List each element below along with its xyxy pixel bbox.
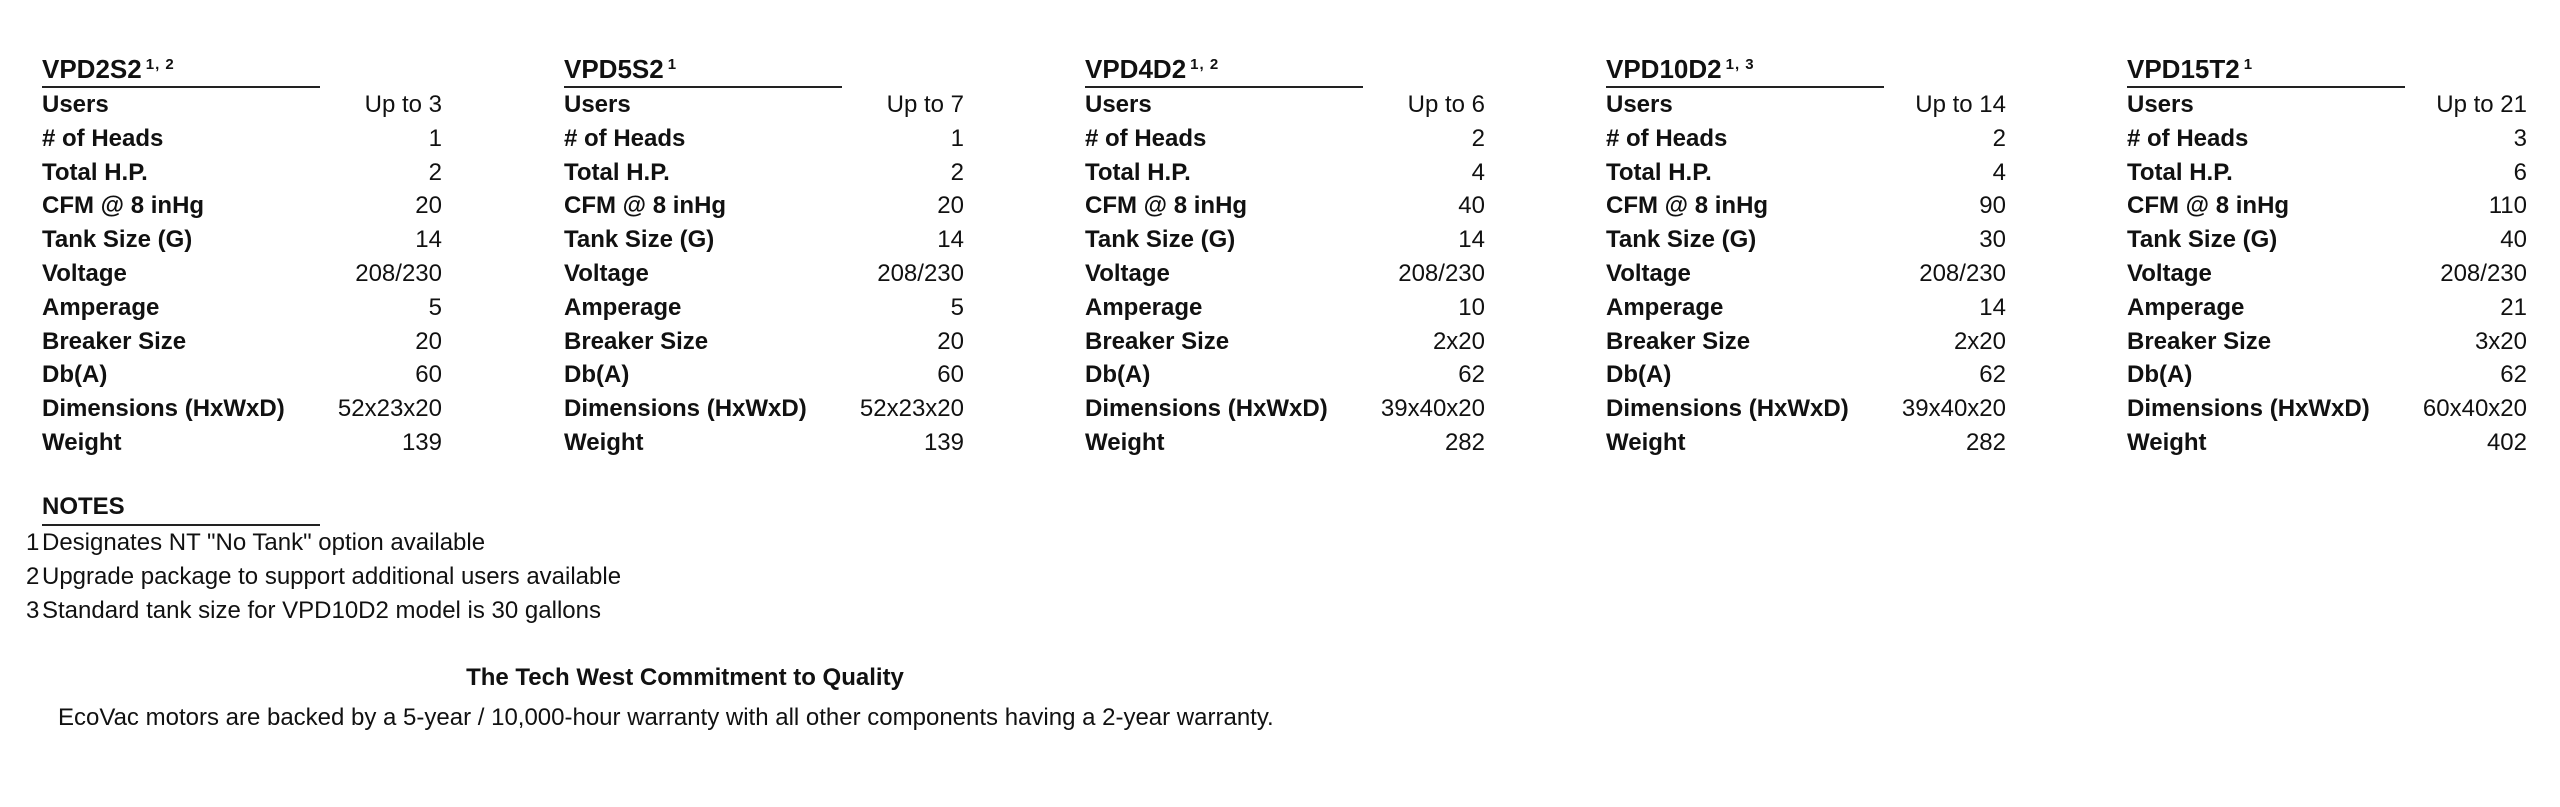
model-header: VPD5S2 $^1$ [564, 48, 842, 88]
spec-row-voltage: Voltage 208/230 [42, 259, 442, 287]
spec-row-hp: Total H.P. 4 [1606, 158, 2006, 186]
spec-row-cfm: CFM @ 8 inHg 90 [1606, 192, 2006, 220]
spec-row-users: Users Up to 7 [564, 91, 964, 118]
notes-section [26, 490, 621, 627]
spec-row-weight: Weight 139 [564, 428, 964, 456]
spec-row-tank: Tank Size (G) 14 [564, 226, 964, 254]
spec-row-dimensions: Dimensions (HxWxD) 39x40x20 [1606, 395, 2006, 423]
spec-row-amperage: Amperage 21 [2127, 293, 2527, 321]
spec-row-tank: Tank Size (G) 40 [2127, 226, 2527, 254]
spec-row-amperage: Amperage 5 [42, 293, 442, 321]
spec-row-dimensions: Dimensions (HxWxD) 52x23x20 [564, 395, 964, 423]
spec-row-cfm: CFM @ 8 inHg 20 [42, 192, 442, 220]
spec-row-heads: # of Heads 1 [42, 124, 442, 152]
model-footnote-refs: 1 [667, 56, 678, 73]
spec-row-voltage: Voltage 208/230 [564, 259, 964, 287]
spec-row-users: Users Up to 6 [1085, 91, 1485, 118]
spec-row-dimensions: Dimensions (HxWxD) 52x23x20 [42, 395, 442, 423]
model-header: VPD10D2 $^{1, 3}$ [1606, 48, 1884, 88]
spec-row-breaker: Breaker Size 2x20 [1606, 327, 2006, 355]
spec-row-tank: Tank Size (G) 14 [1085, 226, 1485, 254]
spec-row-users: Users Up to 21 [2127, 91, 2527, 118]
note-item: 3 Standard tank size for VPD10D2 model is 30 gallons [26, 596, 601, 624]
spec-row-users: Users Up to 14 [1606, 91, 2006, 118]
spec-row-weight: Weight 282 [1606, 428, 2006, 456]
notes-title: NOTES [42, 490, 320, 526]
spec-row-weight: Weight 282 [1085, 428, 1485, 456]
note-item: 2 Upgrade package to support additional users available [26, 562, 622, 590]
model-footnote-refs: 1, 3 [1725, 56, 1755, 73]
spec-row-dimensions: Dimensions (HxWxD) 60x40x20 [2127, 395, 2527, 423]
spec-row-tank: Tank Size (G) 30 [1606, 226, 2006, 254]
model-header: VPD4D2 $^{1, 2}$ [1085, 48, 1363, 88]
spec-row-heads: # of Heads 3 [2127, 124, 2527, 152]
spec-row-db: Db(A) 60 [42, 361, 442, 389]
spec-row-hp: Total H.P. 2 [564, 158, 964, 186]
spec-row-dimensions: Dimensions (HxWxD) 39x40x20 [1085, 395, 1485, 423]
note-item: 1 Designates NT "No Tank" option available [26, 529, 486, 556]
commitment-title: The Tech West Commitment to Quality [466, 664, 904, 691]
model-spec-block [1606, 48, 2006, 460]
spec-row-hp: Total H.P. 2 [42, 158, 442, 186]
spec-row-db: Db(A) 62 [1085, 361, 1485, 389]
model-spec-block [42, 48, 442, 460]
spec-row-voltage: Voltage 208/230 [2127, 259, 2527, 287]
spec-row-weight: Weight 402 [2127, 428, 2527, 456]
model-header: VPD15T2 $^1$ [2127, 48, 2405, 88]
spec-row-hp: Total H.P. 6 [2127, 158, 2527, 186]
spec-row-weight: Weight 139 [42, 428, 442, 456]
spec-row-amperage: Amperage 5 [564, 293, 964, 321]
model-spec-block [1085, 48, 1485, 460]
warranty-text: EcoVac motors are backed by a 5-year / 10,000-hour warranty with all other components having a 2-year warranty. [58, 704, 1274, 731]
spec-row-db: Db(A) 62 [1606, 361, 2006, 389]
spec-row-cfm: CFM @ 8 inHg 40 [1085, 192, 1485, 220]
model-spec-block [564, 48, 964, 460]
spec-row-cfm: CFM @ 8 inHg 20 [564, 192, 964, 220]
spec-row-amperage: Amperage 14 [1606, 293, 2006, 321]
spec-row-heads: # of Heads 2 [1606, 124, 2006, 152]
spec-row-voltage: Voltage 208/230 [1606, 259, 2006, 287]
spec-row-hp: Total H.P. 4 [1085, 158, 1485, 186]
model-header: VPD2S2 $^{1, 2}$ [42, 48, 320, 88]
spec-row-amperage: Amperage 10 [1085, 293, 1485, 321]
spec-row-breaker: Breaker Size 2x20 [1085, 327, 1485, 355]
model-footnote-refs: 1, 2 [1190, 56, 1220, 73]
model-spec-block [2127, 48, 2527, 460]
spec-row-breaker: Breaker Size 20 [42, 327, 442, 355]
spec-row-cfm: CFM @ 8 inHg 110 [2127, 192, 2527, 220]
spec-row-tank: Tank Size (G) 14 [42, 226, 442, 254]
spec-row-breaker: Breaker Size 20 [564, 327, 964, 355]
spec-row-heads: # of Heads 2 [1085, 124, 1485, 152]
model-footnote-refs: 1 [2243, 56, 2254, 73]
spec-row-db: Db(A) 60 [564, 361, 964, 389]
spec-row-voltage: Voltage 208/230 [1085, 259, 1485, 287]
spec-row-db: Db(A) 62 [2127, 361, 2527, 389]
spec-row-users: Users Up to 3 [42, 91, 442, 118]
spec-row-breaker: Breaker Size 3x20 [2127, 327, 2527, 355]
model-footnote-refs: 1, 2 [145, 56, 175, 73]
spec-row-heads: # of Heads 1 [564, 124, 964, 152]
